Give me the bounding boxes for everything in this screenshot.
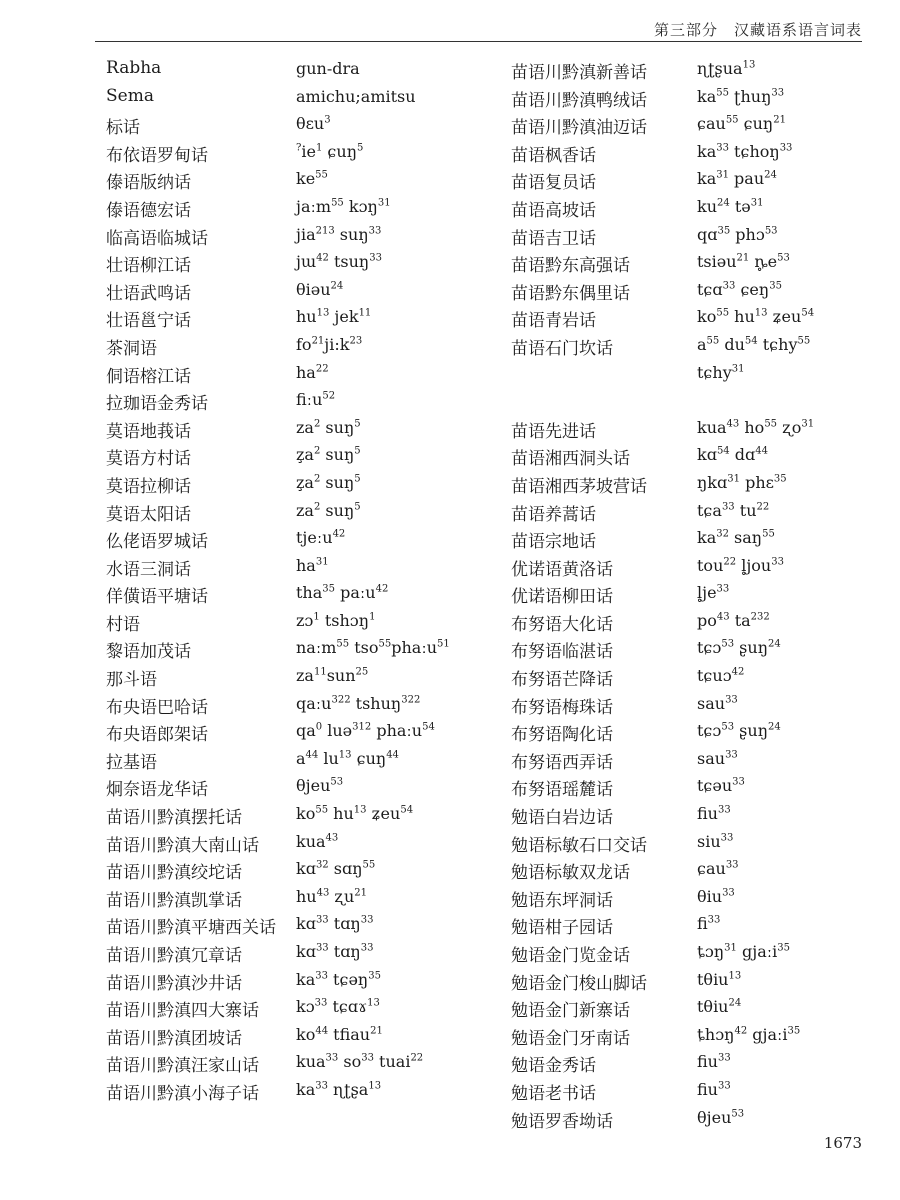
word-form: $z̧a^2$ suŋ$^5$ [296, 472, 361, 492]
left-word-column [106, 58, 506, 1107]
word-form: tou$^{22}$ l̥jou$^{33}$ [697, 555, 784, 575]
language-name: 勉语金秀话 [511, 1056, 596, 1077]
language-name: 布努语临湛话 [511, 642, 613, 663]
language-name: 拉基语 [106, 752, 157, 773]
word-form: amichu;amitsu [296, 86, 416, 106]
word-entry [106, 196, 506, 224]
word-entry [106, 334, 506, 362]
word-entry [106, 941, 506, 969]
language-name: 苗语黔东高强话 [511, 256, 630, 277]
word-entry [511, 555, 871, 583]
word-form: fiu$^{33}$ [697, 804, 731, 824]
word-form: θɛu$^3$ [296, 114, 331, 134]
language-name: 苗语青岩话 [511, 311, 596, 332]
word-form: ɳʈʂua$^{13}$ [697, 59, 756, 78]
language-name: 勉语白岩边话 [511, 808, 613, 829]
language-name: 苗语黔东偶里话 [511, 283, 630, 304]
word-entry [511, 693, 871, 721]
language-name: 勉语金门览金话 [511, 946, 630, 966]
word-entry [106, 58, 506, 86]
language-name: 临高语临城话 [106, 228, 208, 249]
word-entry [106, 665, 506, 693]
word-form: $ka^{33}$ tɕəŋ$^{35}$ [296, 969, 381, 989]
word-entry [511, 1107, 871, 1135]
word-entry [511, 444, 871, 472]
language-name: 布努语梅珠话 [511, 697, 613, 718]
language-name: 苗语养蒿话 [511, 504, 596, 525]
language-name: 勉语标敏石口交话 [511, 835, 647, 856]
word-entry [106, 775, 506, 803]
language-name: Sema [106, 85, 154, 106]
word-form: tθiu$^{13}$ [697, 969, 742, 989]
word-entry [106, 748, 506, 776]
word-form: qaːu$^{322}$ tshuŋ$^{322}$ [296, 693, 421, 713]
language-name: 苗语枫香话 [511, 145, 596, 166]
language-name: 壮语柳江话 [106, 256, 191, 277]
language-name: 苗语川黔滇绞坨话 [106, 863, 242, 884]
language-name: 茶洞语 [106, 338, 157, 359]
word-form: $fo^{21}ji:k^{23}$ [296, 334, 363, 354]
language-name: 苗语川黔滇汪家山话 [106, 1056, 259, 1077]
language-name: 苗语先进话 [511, 421, 596, 442]
word-form: $ka^{32}$ saŋ$^{55}$ [697, 528, 775, 548]
word-entry [106, 224, 506, 252]
language-name: 苗语川黔滇新善话 [511, 63, 647, 83]
word-entry [511, 224, 871, 252]
word-form: $za^{11}sun^{25}$ [296, 666, 369, 686]
language-name: 村语 [106, 614, 140, 635]
word-entry [106, 168, 506, 196]
language-name: 苗语川黔滇团坡话 [106, 1028, 242, 1049]
word-entry [106, 527, 506, 555]
language-name: 苗语川黔滇凯掌话 [106, 890, 242, 911]
language-name: 苗语湘西洞头话 [511, 449, 630, 470]
word-entry [106, 1079, 506, 1107]
word-form: ȶɔŋ$^{31}$ gjaːi$^{35}$ [697, 942, 790, 961]
word-entry [106, 389, 506, 417]
word-form: qɑ$^{35}$ phɔ$^{53}$ [697, 224, 778, 244]
word-form: kua$^{43}$ $ho^{55}$ ʐo$^{31}$ [697, 417, 815, 437]
language-name: 莫语拉柳话 [106, 476, 191, 497]
language-name: 苗语川黔滇四大寨话 [106, 1001, 259, 1022]
word-form: θiəu$^{24}$ [296, 279, 344, 299]
word-entry [511, 362, 871, 390]
word-entry [511, 803, 871, 831]
language-name: 那斗语 [106, 670, 157, 691]
language-name: 布努语芒降话 [511, 670, 613, 691]
word-form: $ko^{44}$ tfiau$^{21}$ [296, 1024, 383, 1044]
word-form: kua$^{33}$ $so^{33}$ tuai$^{22}$ [296, 1052, 424, 1072]
language-name: 布努语大化话 [511, 614, 613, 635]
word-form: ȶhɔŋ$^{42}$ gjaːi$^{35}$ [697, 1024, 801, 1044]
word-form: tɕa$^{33}$ $tu^{22}$ [697, 500, 770, 520]
language-name: 苗语宗地话 [511, 532, 596, 553]
word-form: tɕuɔ$^{42}$ [697, 666, 745, 686]
word-form: θjeu$^{53}$ [296, 776, 344, 796]
word-form: tɕəu$^{33}$ [697, 776, 745, 796]
word-form: tɕɑ$^{33}$ ɕeŋ$^{35}$ [697, 279, 782, 299]
word-form: fiu$^{33}$ [697, 1052, 731, 1072]
word-form: jaːm$^{55}$ kɔŋ$^{31}$ [296, 196, 391, 216]
language-name: 苗语石门坎话 [511, 338, 613, 359]
language-name: 勉语柑子园话 [511, 918, 613, 939]
word-form: kɑ$^{33}$ tɑŋ$^{33}$ [296, 914, 374, 934]
language-name: 水语三洞话 [106, 559, 191, 580]
word-form: tɕɔ$^{53}$ ʂuŋ$^{24}$ [697, 638, 781, 658]
word-form: $z̧a^2$ suŋ$^5$ [296, 445, 361, 465]
word-entry [106, 555, 506, 583]
word-form: tjeːu$^{42}$ [296, 528, 346, 548]
word-entry [106, 472, 506, 500]
word-entry [106, 251, 506, 279]
word-entry [511, 334, 871, 362]
language-name: 勉语东坪洞话 [511, 890, 613, 911]
word-entry [511, 582, 871, 610]
language-name: 布央语巴哈话 [106, 697, 208, 718]
word-entry [106, 582, 506, 610]
language-name: 拉珈语金秀话 [106, 394, 208, 415]
language-name: 莫语方村话 [106, 449, 191, 470]
word-form: θiu$^{33}$ [697, 886, 735, 906]
word-form: gun-dra [296, 59, 360, 78]
language-name: 傣语版纳话 [106, 173, 191, 194]
page-number: 1673 [823, 1134, 862, 1152]
word-entry [511, 86, 871, 114]
word-entry [511, 720, 871, 748]
word-entry [511, 610, 871, 638]
word-entry [511, 637, 871, 665]
word-entry [106, 113, 506, 141]
language-name: 布努语陶化话 [511, 725, 613, 746]
word-form: $za^2$ suŋ$^5$ [296, 417, 361, 437]
right-word-column [511, 58, 871, 1134]
word-entry [511, 472, 871, 500]
word-entry [511, 858, 871, 886]
word-form: fiu$^{33}$ [697, 1079, 731, 1099]
language-name: 苗语川黔滇鸭绒话 [511, 90, 647, 111]
language-name: 苗语川黔滇摆托话 [106, 808, 242, 829]
word-form: $ko^{55}$ $hu^{13}$ ʑeu$^{54}$ [296, 804, 414, 824]
language-name: 勉语老书话 [511, 1083, 596, 1104]
language-name: 苗语川黔滇沙井话 [106, 973, 242, 994]
word-entry [511, 389, 871, 417]
word-entry [511, 775, 871, 803]
word-form: kua$^{43}$ [296, 831, 339, 851]
header-rule [95, 41, 862, 42]
word-entry [511, 831, 871, 859]
word-form: $ha^{31}$ [296, 555, 329, 575]
word-entry [511, 196, 871, 224]
word-entry [106, 610, 506, 638]
word-form: ɕau$^{55}$ ɕuŋ$^{21}$ [697, 114, 786, 134]
word-entry [106, 720, 506, 748]
word-entry [511, 527, 871, 555]
language-name: 仫佬语罗城话 [106, 532, 208, 553]
word-entry [106, 858, 506, 886]
word-form: $ku^{24}$ tə$^{31}$ [697, 196, 764, 216]
running-header [654, 19, 862, 40]
language-name: 壮语邕宁话 [106, 311, 191, 332]
language-name: 壮语武鸣话 [106, 283, 191, 304]
word-entry [106, 996, 506, 1024]
word-form: sau$^{33}$ [697, 693, 738, 713]
word-form: $ke^{55}$ [296, 169, 328, 189]
word-form: siu$^{33}$ [697, 831, 734, 851]
word-form: kɑ$^{33}$ tɑŋ$^{33}$ [296, 942, 374, 961]
language-name: 侗语榕江话 [106, 366, 191, 387]
language-name: 勉语罗香坳话 [511, 1111, 613, 1132]
word-entry [106, 444, 506, 472]
word-form: jia$^{213}$ suŋ$^{33}$ [296, 224, 382, 244]
word-entry [106, 886, 506, 914]
language-name: 莫语地莪话 [106, 421, 191, 442]
word-form: tɕhy$^{31}$ [697, 362, 745, 382]
word-form: θjeu$^{53}$ [697, 1107, 745, 1127]
language-name: 佯僙语平塘话 [106, 587, 208, 608]
word-form: kɔ$^{33}$ tɕɑɤ$^{13}$ [296, 997, 380, 1017]
word-form: jɯ$^{42}$ tsuŋ$^{33}$ [296, 252, 382, 272]
word-form: sau$^{33}$ [697, 748, 738, 768]
language-name: 标话 [106, 118, 140, 139]
word-form: tha$^{35}$ paːu$^{42}$ [296, 583, 389, 603]
word-form: $fi^{33}$ [697, 914, 721, 934]
word-form: kɑ$^{32}$ sɑŋ$^{55}$ [296, 859, 376, 879]
word-form: kɑ$^{54}$ dɑ$^{44}$ [697, 445, 768, 465]
word-form: tɕɔ$^{53}$ ʂuŋ$^{24}$ [697, 721, 781, 741]
language-name: 炯奈语龙华话 [106, 780, 208, 801]
language-name: 黎语加茂话 [106, 642, 191, 663]
word-entry [106, 362, 506, 390]
language-name: 勉语金门新寨话 [511, 1001, 630, 1022]
language-name: 布依语罗甸话 [106, 145, 208, 166]
word-entry [106, 86, 506, 114]
word-form: zɔ$^1$ tshɔŋ$^1$ [296, 610, 376, 630]
word-form: $l̥je^{33}$ [697, 583, 730, 603]
language-name: 布央语郎架话 [106, 725, 208, 746]
word-entry [106, 141, 506, 169]
language-name: 布努语西弄话 [511, 752, 613, 773]
word-entry [106, 1024, 506, 1052]
language-name: 苗语川黔滇平塘西关话 [106, 918, 276, 939]
word-form: $^?ie^1$ ɕuŋ$^5$ [296, 141, 364, 161]
word-entry [106, 913, 506, 941]
word-entry [106, 279, 506, 307]
word-form: $ka^{55}$ ʈhuŋ$^{33}$ [697, 86, 785, 106]
word-entry [511, 941, 871, 969]
word-form: fiːu$^{52}$ [296, 390, 336, 410]
word-form: $ha^{22}$ [296, 362, 329, 382]
language-name: 优诺语柳田话 [511, 587, 613, 608]
word-entry [106, 803, 506, 831]
word-entry [511, 913, 871, 941]
word-entry [511, 141, 871, 169]
word-form: tsiəu$^{21}$ $ȵ̥e^{53}$ [697, 252, 790, 272]
word-form: $ka^{31}$ pau$^{24}$ [697, 169, 777, 189]
word-form: $hu^{13}$ jek$^{11}$ [296, 307, 372, 327]
language-name: 勉语金门牙南话 [511, 1028, 630, 1049]
word-entry [511, 1079, 871, 1107]
header-part: 第三部分 [653, 21, 718, 39]
word-entry [511, 969, 871, 997]
word-form: ŋkɑ$^{31}$ phɛ$^{35}$ [697, 472, 787, 492]
header-title: 汉藏语系语言词表 [733, 21, 862, 39]
language-name: 莫语太阳话 [106, 504, 191, 525]
word-entry [511, 113, 871, 141]
word-entry [106, 637, 506, 665]
language-name: 勉语金门梭山脚话 [511, 973, 647, 994]
language-name: 苗语川黔滇油迈话 [511, 118, 647, 139]
word-entry [511, 168, 871, 196]
word-entry [511, 251, 871, 279]
word-entry [511, 417, 871, 445]
word-form: $a^{55}$ $du^{54}$ tɕhy$^{55}$ [697, 334, 811, 354]
word-entry [511, 1051, 871, 1079]
language-name: Rabha [106, 58, 162, 78]
word-entry [511, 996, 871, 1024]
word-entry [511, 58, 871, 86]
language-name: 勉语标敏双龙话 [511, 863, 630, 884]
word-form: $po^{43}$ $ta^{232}$ [697, 610, 770, 630]
word-entry [106, 417, 506, 445]
word-entry [106, 500, 506, 528]
language-name: 苗语吉卫话 [511, 228, 596, 249]
word-entry [511, 279, 871, 307]
language-name: 优诺语黄洛话 [511, 559, 613, 580]
word-entry [511, 306, 871, 334]
language-name: 布努语瑶麓话 [511, 780, 613, 801]
word-entry [106, 1051, 506, 1079]
word-form: $ka^{33}$ tɕhoŋ$^{33}$ [697, 141, 793, 161]
word-entry [511, 886, 871, 914]
word-form: $hu^{43}$ ʐu$^{21}$ [296, 886, 368, 906]
word-entry [511, 665, 871, 693]
word-form: naːm$^{55}$ tso$^{55}$phaːu$^{51}$ [296, 638, 450, 658]
word-entry [106, 693, 506, 721]
word-form: $ka^{33}$ ɳʈʂa$^{13}$ [296, 1079, 382, 1099]
word-entry [511, 1024, 871, 1052]
word-form: tθiu$^{24}$ [697, 997, 742, 1017]
language-name: 苗语复员话 [511, 173, 596, 194]
language-name: 苗语川黔滇冗章话 [106, 946, 242, 966]
word-form: $a^{44}$ $lu^{13}$ ɕuŋ$^{44}$ [296, 748, 399, 768]
word-entry [106, 831, 506, 859]
language-name: 苗语川黔滇大南山话 [106, 835, 259, 856]
word-form: $ko^{55}$ $hu^{13}$ ʑeu$^{54}$ [697, 307, 815, 327]
word-form: $za^2$ suŋ$^5$ [296, 500, 361, 520]
word-form: ɕau$^{33}$ [697, 859, 739, 879]
word-entry [511, 748, 871, 776]
word-entry [511, 500, 871, 528]
language-name: 傣语德宏话 [106, 200, 191, 221]
language-name: 苗语高坡话 [511, 200, 596, 221]
word-entry [106, 969, 506, 997]
word-form: $qa^0$ luə$^{312}$ phaːu$^{54}$ [296, 721, 435, 741]
language-name: 苗语湘西茅坡营话 [511, 476, 647, 497]
language-name: 苗语川黔滇小海子话 [106, 1083, 259, 1104]
word-entry [106, 306, 506, 334]
